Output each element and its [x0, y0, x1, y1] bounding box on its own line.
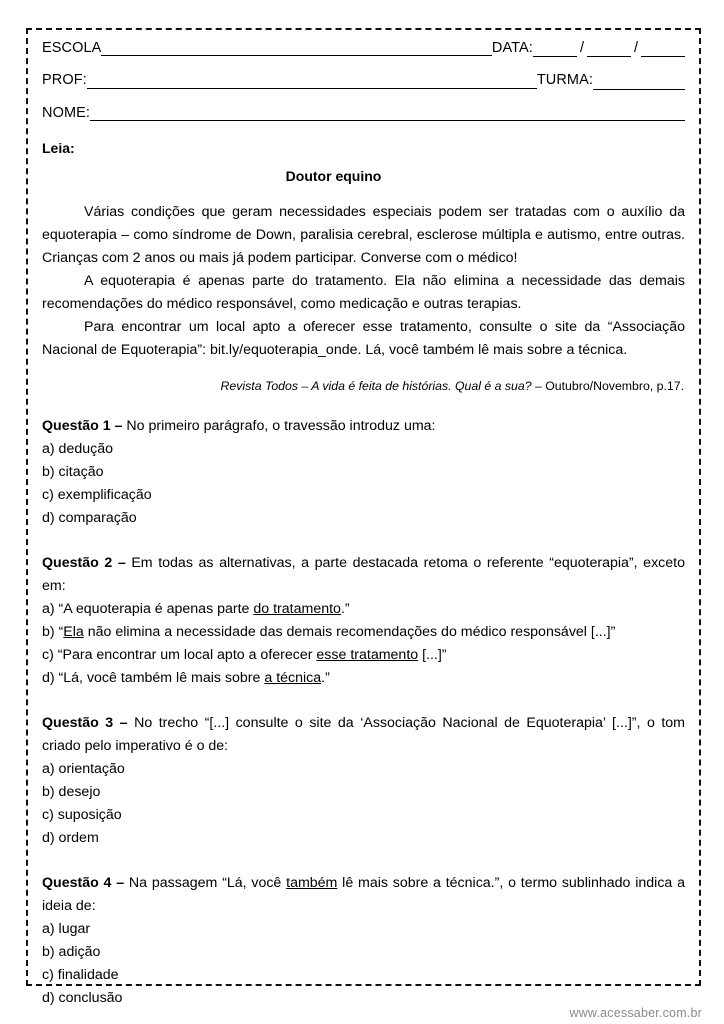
story-title: Doutor equino [285, 168, 382, 185]
turma-label: TURMA: [536, 72, 593, 89]
passage-paragraph-3: Para encontrar um local apto a oferecer esse tratamento, consulte o site da “Associação Nacional de Equoterapia”: bit.ly/equoterapia_onde. Lá, você também lê mais sobre a técnica. [42, 319, 685, 359]
question-1-label: Questão 1 – [42, 418, 123, 435]
nome-label: NOME: [42, 104, 91, 121]
passage-source [42, 379, 685, 393]
data-slash-2: / [633, 40, 638, 56]
question-3-alt-c[interactable]: c) suposição [42, 807, 122, 824]
question-1-alt-b[interactable]: b) citação [42, 464, 104, 481]
data-label: DATA: [491, 40, 533, 56]
question-1-alt-d[interactable]: d) comparação [42, 510, 137, 527]
question-2-block [42, 552, 685, 690]
question-1-block [42, 415, 685, 530]
question-4-text-post: lê mais sobre a técnica.”, o termo sublinhado indica a ideia de: [42, 875, 685, 915]
question-1-alt-a[interactable]: a) dedução [42, 441, 113, 458]
source-issue: – Outubro/Novembro, p.17. [531, 379, 684, 394]
question-3-alt-b[interactable]: b) desejo [42, 784, 101, 801]
question-4-text-pre: Na passagem “Lá, você [124, 875, 287, 892]
prof-blank-line[interactable] [87, 76, 537, 89]
question-4-alt-d[interactable]: d) conclusão [42, 990, 123, 1007]
underlined-segment: Ela [63, 624, 84, 641]
question-3-block [42, 712, 685, 850]
underlined-segment: do tratamento [253, 601, 341, 618]
question-2-alt-d[interactable]: d) “Lá, você também lê mais sobre a técnica.” [42, 670, 330, 687]
escola-blank-line[interactable] [101, 43, 491, 56]
question-4-block [42, 872, 685, 1010]
data-day-blank[interactable] [533, 44, 577, 57]
question-1-stem [42, 415, 685, 438]
question-4-alt-a[interactable]: a) lugar [42, 921, 91, 938]
question-2-alt-a[interactable]: a) “A equoterapia é apenas parte do tratamento.” [42, 601, 350, 618]
question-3-text: No trecho “[...] consulte o site da ‘Associação Nacional de Equoterapia’ [...]”, o tom criado pelo imperativo é o de: [42, 715, 685, 755]
question-4-underlined-term: também [286, 875, 338, 892]
question-4-label: Questão 4 – [42, 875, 125, 892]
worksheet-page [26, 28, 701, 1007]
question-4-alt-b[interactable]: b) adição [42, 944, 101, 961]
nome-blank-line[interactable] [90, 108, 685, 121]
nome-row [42, 105, 685, 122]
question-3-alt-a[interactable]: a) orientação [42, 761, 125, 778]
turma-blank-line[interactable] [593, 77, 685, 90]
question-2-label: Questão 2 – [42, 555, 126, 572]
question-2-alt-b[interactable]: b) “Ela não elimina a necessidade das demais recomendações do médico responsável [...]” [42, 624, 616, 641]
question-3-label: Questão 3 – [42, 715, 128, 732]
passage-paragraph-2: A equoterapia é apenas parte do tratamento. Ela não elimina a necessidade das demais recomendações do médico responsável, como medicação e outras terapias. [42, 273, 685, 313]
escola-data-row [42, 40, 685, 57]
underlined-segment: a técnica [264, 670, 322, 687]
source-title-italic: Revista Todos – A vida é feita de histórias. Qual é a sua? [220, 379, 532, 394]
escola-label: ESCOLA [42, 40, 102, 56]
question-2-stem [42, 552, 685, 598]
underlined-segment: esse tratamento [316, 647, 419, 664]
footer-website: www.acessaber.com.br [569, 1006, 702, 1020]
data-year-blank[interactable] [641, 44, 685, 57]
question-4-stem [42, 872, 685, 918]
question-3-stem [42, 712, 685, 758]
question-4-alt-c[interactable]: c) finalidade [42, 967, 119, 984]
data-month-blank[interactable] [587, 44, 631, 57]
leia-label: Leia: [42, 140, 75, 157]
question-2-alt-c[interactable]: c) “Para encontrar um local apto a oferecer esse tratamento [...]” [42, 647, 447, 664]
question-1-text: No primeiro parágrafo, o travessão introduz uma: [122, 418, 436, 435]
question-3-alt-d[interactable]: d) ordem [42, 830, 99, 847]
prof-turma-row [42, 72, 685, 89]
data-slash-1: / [579, 40, 584, 56]
passage-paragraph-1: Várias condições que geram necessidades especiais podem ser tratadas com o auxílio da equoterapia – como síndrome de Down, paralisia cerebral, esclerose múltipla e autismo, entre outras. Crianças com 2 anos ou mais já podem participar. Converse com o médico! [42, 204, 685, 267]
prof-label: PROF: [42, 72, 87, 89]
question-2-text: Em todas as alternativas, a parte destacada retoma o referente “equoterapia”, exceto em: [42, 555, 685, 595]
question-1-alt-c[interactable]: c) exemplificação [42, 487, 152, 504]
